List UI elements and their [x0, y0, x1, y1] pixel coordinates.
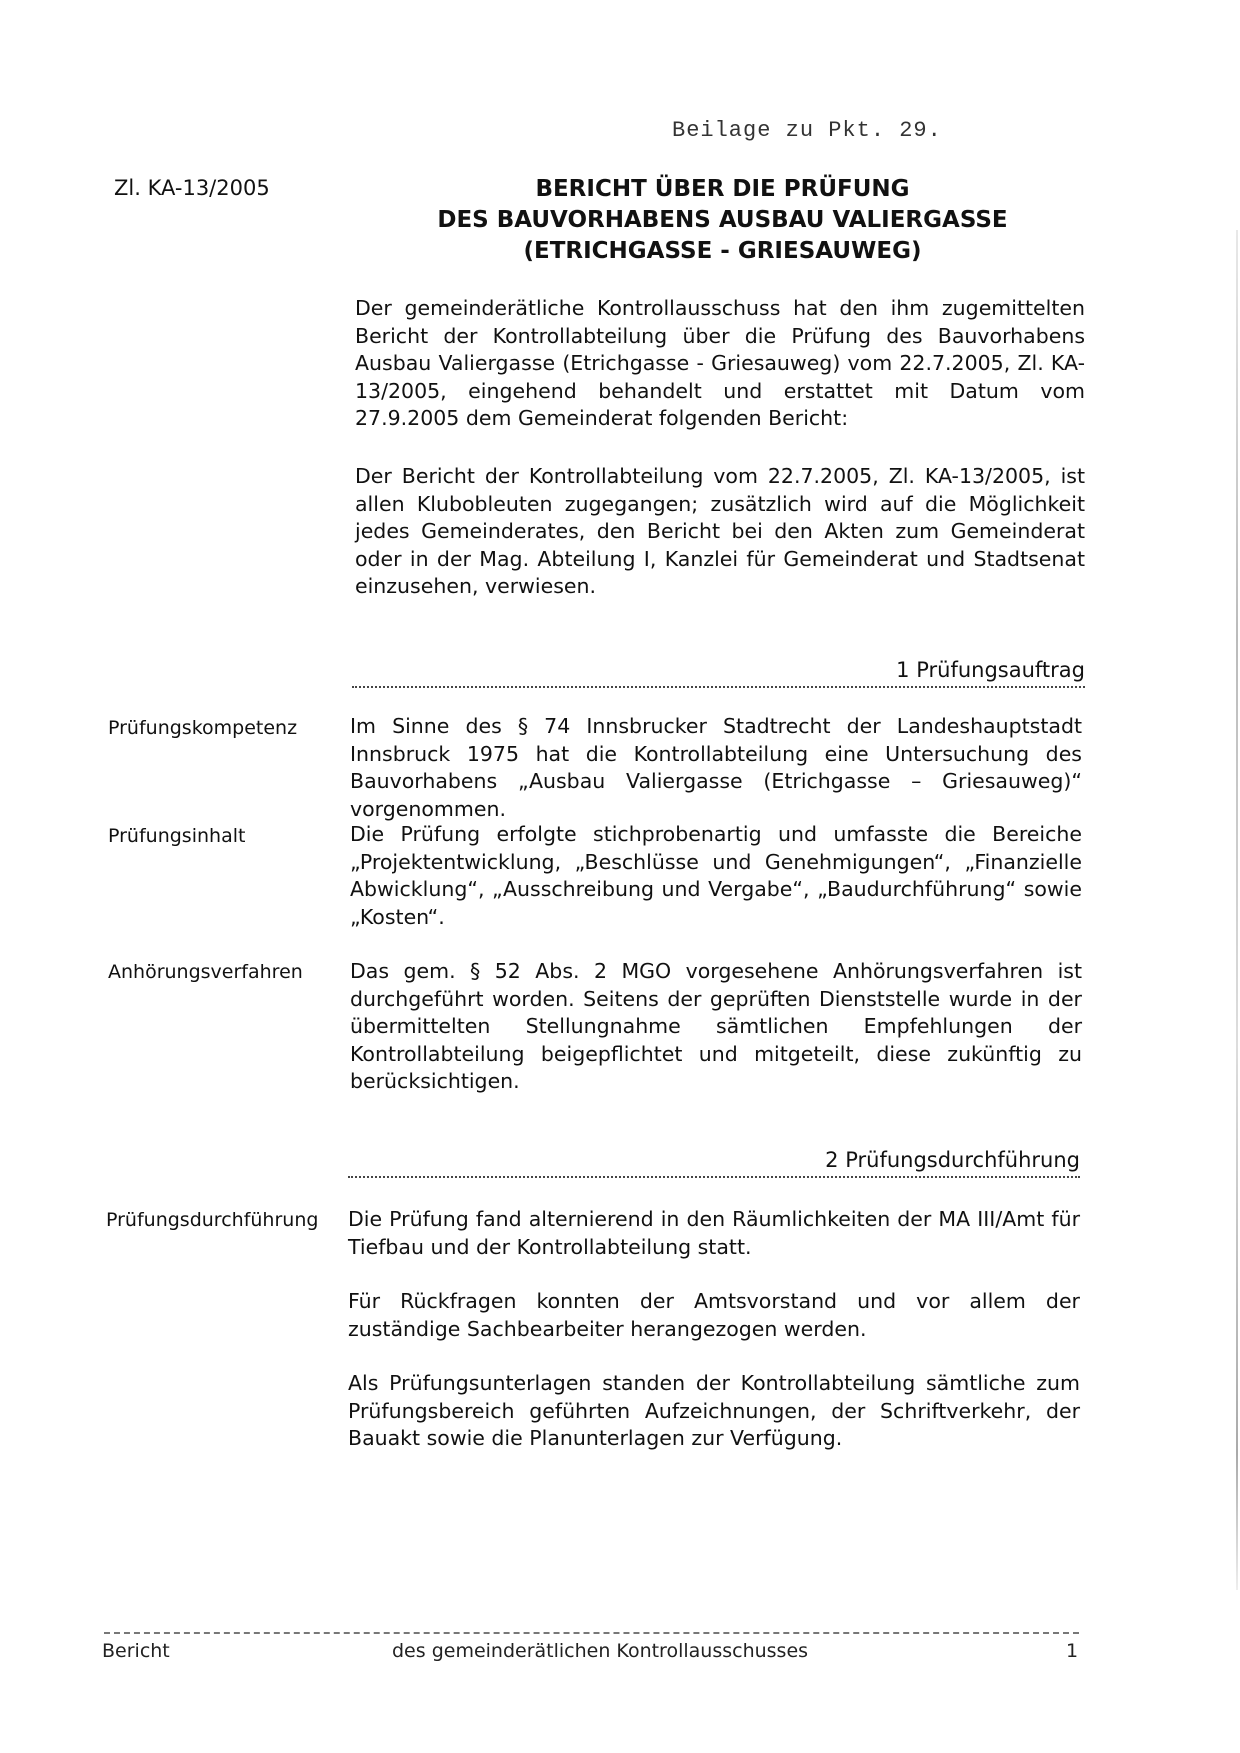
footer-left: Bericht [102, 1640, 170, 1662]
section-2-paragraph-3: Als Prüfungsunterlagen standen der Kontrollabteilung sämtliche zum Prüfungsbereich geführten Aufzeichnungen, der Schriftverkehr, der Bauakt sowie die Planunterlagen zur Verfügung. [348, 1371, 1080, 1450]
page-number: 1 [1066, 1640, 1079, 1662]
section-1-heading: 1 Prüfungsauftrag [352, 658, 1085, 688]
section-2-paragraph-2: Für Rückfragen konnten der Amtsvorstand und vor allem der zuständige Sachbearbeiter herangezogen werden. [348, 1289, 1080, 1341]
label-pruefungsdurchfuehrung: Prüfungsdurchführung [106, 1209, 319, 1231]
label-anhoerungsverfahren: Anhörungsverfahren [108, 961, 303, 983]
label-pruefungskompetenz: Prüfungskompetenz [108, 717, 298, 739]
section-2-paragraph-1: Die Prüfung fand alternierend in den Räumlichkeiten der MA III/Amt für Tiefbau und der Kontrollabteilung statt. [348, 1207, 1080, 1259]
label-pruefungsinhalt: Prüfungsinhalt [108, 825, 246, 847]
footer-center: des gemeinderätlichen Kontrollausschusses [392, 1640, 809, 1662]
document-title [400, 174, 1045, 267]
text-pruefungskompetenz: Im Sinne des § 74 Innsbrucker Stadtrecht der Landeshauptstadt Innsbruck 1975 hat die Kontrollabteilung eine Untersuchung des Bauvorhabens „Ausbau Valiergasse (Etrichgasse – Griesauweg)“ vorgenommen. [350, 714, 1082, 821]
text-anhoerungsverfahren: Das gem. § 52 Abs. 2 MGO vorgesehene Anhörungsverfahren ist durchgeführt worden. Seitens der geprüften Dienststelle wurde in der übermittelten Stellungnahme sämtlichen Empfehlungen der Kontrollabteilung beigepflichtet und mitgeteilt, diese zukünftig zu berücksichtigen. [350, 959, 1082, 1093]
section-2-heading: 2 Prüfungsdurchführung [348, 1148, 1080, 1178]
text-pruefungsinhalt: Die Prüfung erfolgte stichprobenartig und umfasste die Bereiche „Projektentwicklung, „Beschlüsse und Genehmigungen“, „Finanzielle Abwicklung“, „Ausschreibung und Vergabe“, „Baudurchführung“ sowie „Kosten“. [350, 822, 1082, 929]
title-line-3: (ETRICHGASSE - GRIESAUWEG) [523, 238, 922, 264]
title-line-2: DES BAUVORHABENS AUSBAU VALIERGASSE [437, 207, 1008, 233]
footer-divider [104, 1632, 1079, 1634]
title-line-1: BERICHT ÜBER DIE PRÜFUNG [535, 176, 910, 202]
reference-number: Zl. KA-13/2005 [114, 176, 270, 200]
attachment-note: Beilage zu Pkt. 29. [672, 118, 942, 143]
scan-edge-artifact [1236, 230, 1238, 1590]
intro-paragraph-2: Der Bericht der Kontrollabteilung vom 22.7.2005, Zl. KA-13/2005, ist allen Klubobleuten zugegangen; zusätzlich wird auf die Möglichkeit jedes Gemeinderates, den Bericht bei den Akten zum Gemeinderat oder in der Mag. Abteilung I, Kanzlei für Gemeinderat und Stadtsenat einzusehen, verwiesen. [355, 464, 1085, 598]
intro-paragraph-1: Der gemeinderätliche Kontrollausschuss hat den ihm zugemittelten Bericht der Kontrollabteilung über die Prüfung des Bauvorhabens Ausbau Valiergasse (Etrichgasse - Griesauweg) vom 22.7.2005, Zl. KA-13/2005, eingehend behandelt und erstattet mit Datum vom 27.9.2005 dem Gemeinderat folgenden Bericht: [355, 296, 1085, 430]
